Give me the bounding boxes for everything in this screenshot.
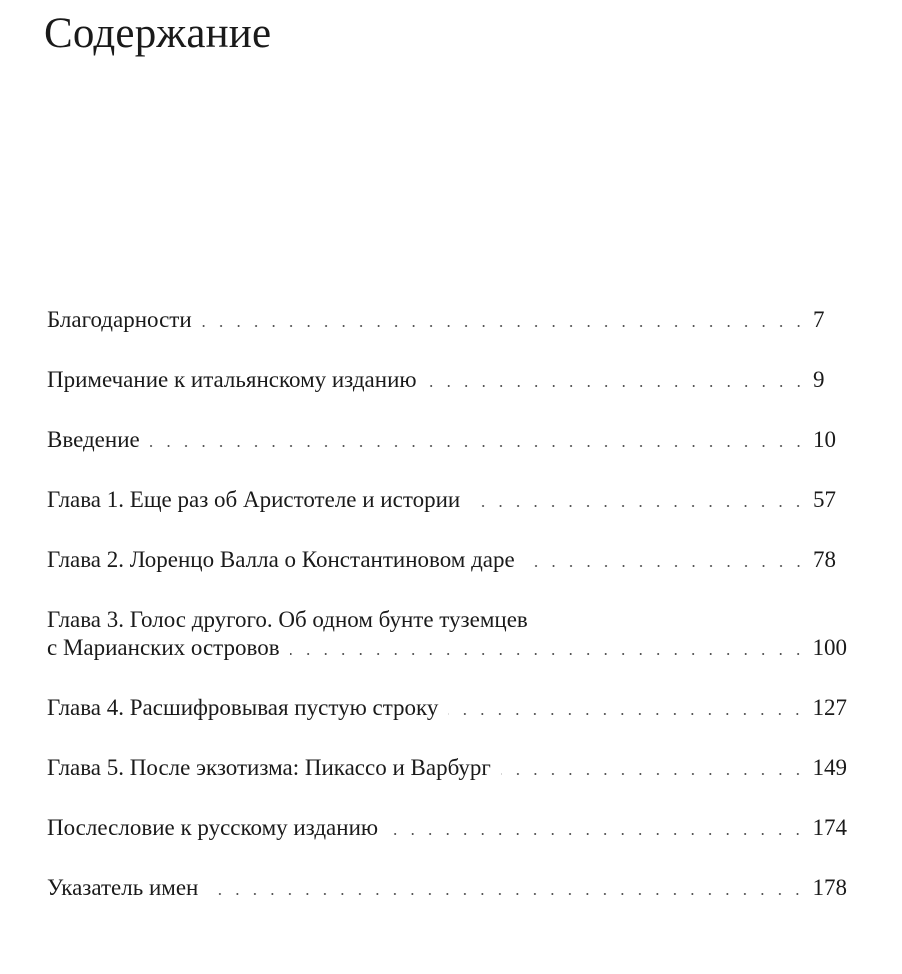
toc-entry-label: Глава 5. После экзотизма: Пикассо и Варбург [47,755,491,780]
toc-entry[interactable] [47,546,847,574]
toc-entry-label: Глава 3. Голос другого. Об одном бунте туземцев [47,607,528,632]
toc-entry-page: 127 [812,695,847,720]
toc-entry-page: 10 [813,427,836,452]
toc-entry-label: Глава 4. Расшифровывая пустую строку [47,695,439,720]
dot-leader [202,325,807,327]
toc-entry-page: 7 [813,307,825,332]
toc-entry-label: Глава 2. Лоренцо Валла о Константиновом даре [47,547,515,572]
toc-entry[interactable] [47,694,847,722]
dot-leader [290,653,807,655]
toc-entry-label: Указатель имен [47,875,199,900]
toc-entry-label: Благодарности [47,307,192,332]
page-title: Содержание [44,10,272,57]
toc-entry-page: 78 [813,547,836,572]
toc-entry-page: 174 [812,815,847,840]
toc-entry-row [47,634,847,662]
toc-entry-page: 100 [812,635,847,660]
dot-leader [448,713,806,715]
toc-entry[interactable] [47,814,847,842]
toc-entry[interactable] [47,606,847,662]
toc-entry[interactable] [47,306,847,334]
toc-entry[interactable] [47,874,847,902]
toc-entry-label-continued: с Марианских островов [47,635,280,660]
dot-leader [208,893,806,895]
dot-leader [427,385,807,387]
dot-leader [501,773,807,775]
toc-entry[interactable] [47,754,847,782]
toc-entry[interactable] [47,486,847,514]
dot-leader [470,505,807,507]
toc-entry-label: Глава 1. Еще раз об Аристотеле и истории [47,487,461,512]
toc-entry-label: Послесловие к русскому изданию [47,815,379,840]
toc-entry-page: 57 [813,487,836,512]
toc-entry[interactable] [47,366,847,394]
dot-leader [150,445,807,447]
toc-entry-page: 178 [812,875,847,900]
toc-entry-page: 9 [813,367,825,392]
toc-entry-label: Примечание к итальянскому изданию [47,367,417,392]
table-of-contents [47,306,847,902]
dot-leader [525,565,807,567]
dot-leader [388,833,806,835]
toc-entry-page: 149 [812,755,847,780]
toc-entry[interactable] [47,426,847,454]
toc-entry-label: Введение [47,427,140,452]
